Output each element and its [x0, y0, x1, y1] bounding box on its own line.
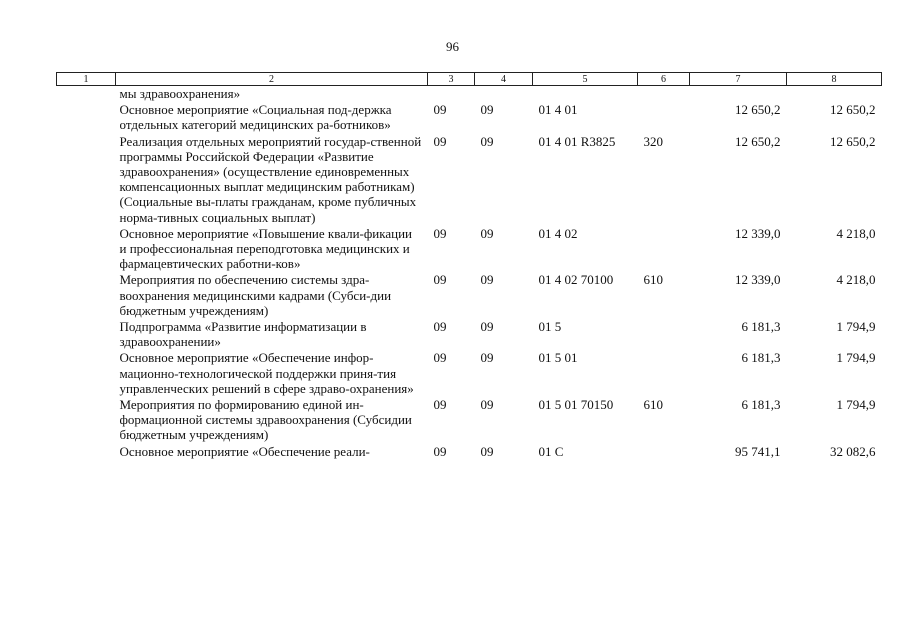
cell-sum2: 1 794,9 [836, 397, 876, 413]
cell-sum1: 6 181,3 [741, 319, 781, 335]
cell-pr: 09 [480, 102, 494, 118]
cell-csr: 01 5 01 [538, 350, 578, 366]
header-col-6: 6 [638, 73, 690, 86]
cell-rz: 09 [433, 350, 447, 366]
table-row [57, 272, 882, 319]
header-col-3: 3 [428, 73, 475, 86]
table-row [57, 226, 882, 273]
cell-name: Основное мероприятие «Социальная под-держка отдельных категорий медицинских ра-ботников» [119, 102, 392, 133]
cell-vr [638, 319, 690, 350]
cell-sum2: 1 794,9 [836, 350, 876, 366]
table-row [57, 444, 882, 460]
cell-name: Реализация отдельных мероприятий государ-ственной программы Российской Федерации «Развитие здравоохранения» (осуществление единовременных компенсационных выплат медицинским работникам) (Социальные вы-платы гражданам, кроме публичных норма-тивных социальных выплат) [119, 133, 422, 225]
cell-name: мы здравоохранения» [119, 86, 241, 101]
page-number: 96 [446, 39, 459, 54]
cell-vr [638, 444, 690, 460]
cell-rz: 09 [433, 319, 447, 335]
table-row [57, 86, 882, 103]
table-row [57, 319, 882, 350]
cell-empty [57, 102, 116, 133]
cell-empty [57, 272, 116, 319]
table-row [57, 350, 882, 397]
cell-csr: 01 4 01 [538, 102, 578, 118]
cell-name: Мероприятия по обеспечению системы здра-воохранения медицинскими кадрами (Субси-дии бюджетным учреждениям) [119, 272, 392, 318]
cell-pr: 09 [480, 133, 494, 149]
cell-rz [428, 86, 475, 103]
cell-sum1 [690, 86, 787, 103]
header-col-7: 7 [690, 73, 787, 86]
cell-csr: 01 4 02 70100 [538, 272, 614, 288]
cell-vr: 610 [643, 272, 663, 288]
cell-name: Мероприятия по формированию единой ин-формационной системы здравоохранения (Субсидии бюджетным учреждениям) [119, 397, 412, 443]
header-col-4: 4 [475, 73, 533, 86]
cell-vr [638, 226, 690, 273]
cell-name: Подпрограмма «Развитие информатизации в здравоохранении» [119, 319, 367, 350]
cell-pr [475, 86, 533, 103]
cell-rz: 09 [433, 102, 447, 118]
cell-sum2: 4 218,0 [836, 272, 876, 288]
cell-sum2: 32 082,6 [830, 443, 876, 459]
cell-name: Основное мероприятие «Обеспечение инфор-мационно-технологической поддержки приня-тия управленческих решений в сфере здраво-охранения» [119, 350, 414, 396]
cell-vr: 610 [643, 397, 663, 413]
budget-table [56, 72, 882, 460]
cell-csr: 01 5 01 70150 [538, 397, 614, 413]
cell-pr: 09 [480, 319, 494, 335]
table-row [57, 102, 882, 133]
cell-sum1: 12 650,2 [735, 133, 781, 149]
table-row [57, 134, 882, 226]
cell-csr: 01 4 02 [538, 225, 578, 241]
header-col-5: 5 [533, 73, 638, 86]
cell-sum2: 1 794,9 [836, 319, 876, 335]
cell-vr [638, 350, 690, 397]
cell-pr: 09 [480, 350, 494, 366]
cell-empty [57, 350, 116, 397]
cell-csr [533, 86, 638, 103]
cell-sum1: 12 339,0 [735, 272, 781, 288]
cell-empty [57, 397, 116, 444]
cell-sum1: 6 181,3 [741, 350, 781, 366]
cell-pr: 09 [480, 225, 494, 241]
cell-name: Основное мероприятие «Повышение квали-фикации и профессиональная переподготовка медицинских и фармацевтических работни-ков» [119, 225, 412, 272]
cell-sum1: 12 339,0 [735, 225, 781, 241]
cell-name: Основное мероприятие «Обеспечение реали- [119, 443, 370, 459]
cell-pr: 09 [480, 397, 494, 413]
cell-sum2: 4 218,0 [836, 225, 876, 241]
cell-csr: 01 4 01 R3825 [538, 133, 616, 149]
cell-sum1: 6 181,3 [741, 397, 781, 413]
cell-vr [638, 86, 690, 103]
cell-pr: 09 [480, 272, 494, 288]
cell-vr: 320 [643, 133, 663, 149]
table-body [57, 86, 882, 460]
header-col-1: 1 [57, 73, 116, 86]
cell-empty [57, 134, 116, 226]
header-col-2: 2 [116, 73, 428, 86]
cell-rz: 09 [433, 133, 447, 149]
cell-empty [57, 86, 116, 103]
cell-empty [57, 444, 116, 460]
table-header [57, 73, 882, 86]
cell-empty [57, 226, 116, 273]
cell-empty [57, 319, 116, 350]
cell-sum2 [787, 86, 882, 103]
cell-csr: 01 С [538, 443, 564, 459]
cell-pr: 09 [480, 443, 494, 459]
cell-sum2: 12 650,2 [830, 133, 876, 149]
cell-rz: 09 [433, 272, 447, 288]
table-row [57, 397, 882, 444]
cell-sum1: 95 741,1 [735, 443, 781, 459]
cell-rz: 09 [433, 443, 447, 459]
cell-csr: 01 5 [538, 319, 562, 335]
cell-sum1: 12 650,2 [735, 102, 781, 118]
cell-rz: 09 [433, 397, 447, 413]
cell-rz: 09 [433, 225, 447, 241]
cell-sum2: 12 650,2 [830, 102, 876, 118]
header-col-8: 8 [787, 73, 882, 86]
cell-vr [638, 102, 690, 133]
